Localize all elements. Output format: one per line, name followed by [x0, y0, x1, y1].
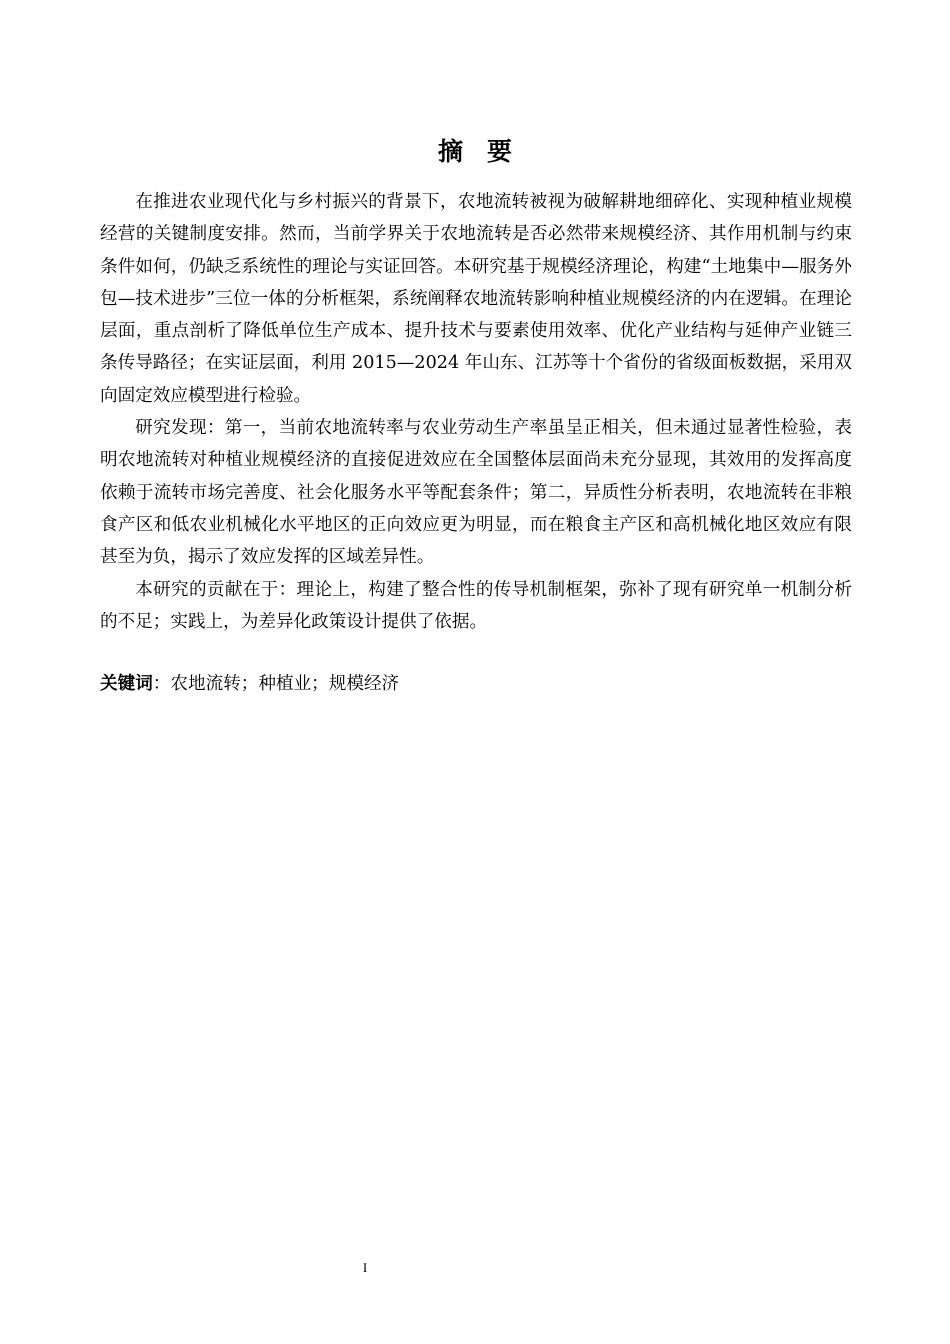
abstract-body — [100, 186, 852, 638]
abstract-paragraph-2: 研究发现：第一，当前农地流转率与农业劳动生产率虽呈正相关，但未通过显著性检验，表明农地流转对种植业规模经济的直接促进效应在全国整体层面尚未充分显现，其效用的发挥高度依赖于流转市场完善度、社会化服务水平等配套条件；第二，异质性分析表明，农地流转在非粮食产区和低农业机械化水平地区的正向效应更为明显，而在粮食主产区和高机械化地区效应有限甚至为负，揭示了效应发挥的区域差异性。 — [100, 418, 852, 568]
abstract-paragraph-3: 本研究的贡献在于：理论上，构建了整合性的传导机制框架，弥补了现有研究单一机制分析的不足；实践上，为差异化政策设计提供了依据。 — [100, 579, 852, 632]
page-number: I — [362, 1260, 368, 1275]
keywords-value: 农地流转；种植业；规模经济 — [170, 674, 400, 694]
abstract-paragraph-1: 在推进农业现代化与乡村振兴的背景下，农地流转被视为破解耕地细碎化、实现种植业规模经营的关键制度安排。然而，当前学界关于农地流转是否必然带来规模经济、其作用机制与约束条件如何，仍缺乏系统性的理论与实证回答。本研究基于规模经济理论，构建“土地集中—服务外包—技术进步”三位一体的分析框架，系统阐释农地流转影响种植业规模经济的内在逻辑。在理论层面，重点剖析了降低单位生产成本、提升技术与要素使用效率、优化产业结构与延伸产业链三条传导路径；在实证层面，利用 2015—2024 年山东、江苏等十个省份的省级面板数据，采用双向固定效应模型进行检验。 — [100, 192, 852, 406]
abstract-title: 摘要 — [437, 137, 536, 166]
keywords-line — [100, 668, 399, 700]
keywords-label: 关键词 — [100, 674, 153, 694]
keywords-separator: ： — [152, 674, 171, 694]
